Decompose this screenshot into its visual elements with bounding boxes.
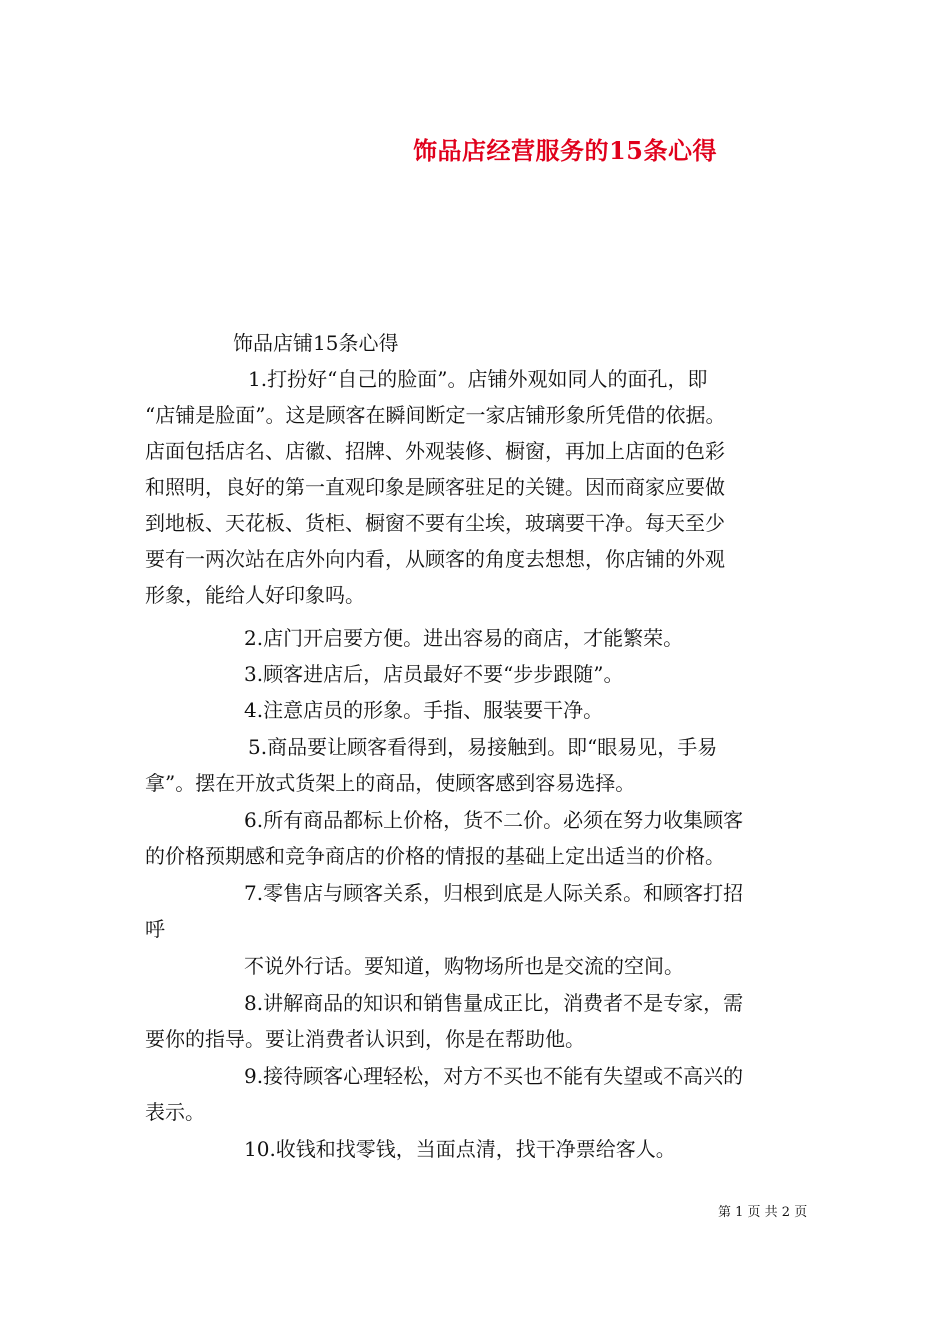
paragraph-line: 不说外行话。要知道，购物场所也是交流的空间。 [244,954,684,978]
paragraph-line: “店铺是脸面”。这是顾客在瞬间断定一家店铺形象所凭借的依据。 [145,403,726,427]
paragraph-line: 形象，能给人好印象吗。 [145,583,365,607]
paragraph-line: 5.商品要让顾客看得到，易接触到。即“眼易见，手易 [248,735,718,759]
paragraph-line: 7.零售店与顾客关系，归根到底是人际关系。和顾客打招 [244,881,744,905]
paragraph-line: 6.所有商品都标上价格，货不二价。必须在努力收集顾客 [244,808,744,832]
paragraph-line: 呼 [145,917,165,941]
paragraph-line: 店面包括店名、店徽、招牌、外观装修、橱窗，再加上店面的色彩 [145,439,725,463]
paragraph-line: 3.顾客进店后，店员最好不要“步步跟随”。 [244,662,624,686]
paragraph-line: 的价格预期感和竞争商店的价格的情报的基础上定出适当的价格。 [145,844,725,868]
paragraph-line: 2.店门开启要方便。进出容易的商店，才能繁荣。 [244,626,684,650]
paragraph-line: 9.接待顾客心理轻松，对方不买也不能有失望或不高兴的 [244,1064,744,1088]
paragraph-line: 1.打扮好“自己的脸面”。店铺外观如同人的面孔，即 [248,367,708,391]
paragraph-line: 要你的指导。要让消费者认识到，你是在帮助他。 [145,1027,585,1051]
paragraph-line: 拿”。摆在开放式货架上的商品，使顾客感到容易选择。 [145,771,636,795]
paragraph-line: 4.注意店员的形象。手指、服装要干净。 [244,698,604,722]
document-title: 饰品店经营服务的15条心得 [413,136,717,165]
paragraph-line: 8.讲解商品的知识和销售量成正比，消费者不是专家，需 [244,991,744,1015]
paragraph-line: 10.收钱和找零钱，当面点清，找干净票给客人。 [244,1137,676,1161]
page-number-footer: 第 1 页 共 2 页 [718,1205,808,1220]
paragraph-line: 到地板、天花板、货柜、橱窗不要有尘埃，玻璃要干净。每天至少 [145,511,725,535]
document-subtitle: 饰品店铺15条心得 [233,331,399,355]
paragraph-line: 要有一两次站在店外向内看，从顾客的角度去想想，你店铺的外观 [145,547,725,571]
paragraph-line: 表示。 [145,1100,205,1124]
paragraph-line: 和照明，良好的第一直观印象是顾客驻足的关键。因而商家应要做 [145,475,725,499]
